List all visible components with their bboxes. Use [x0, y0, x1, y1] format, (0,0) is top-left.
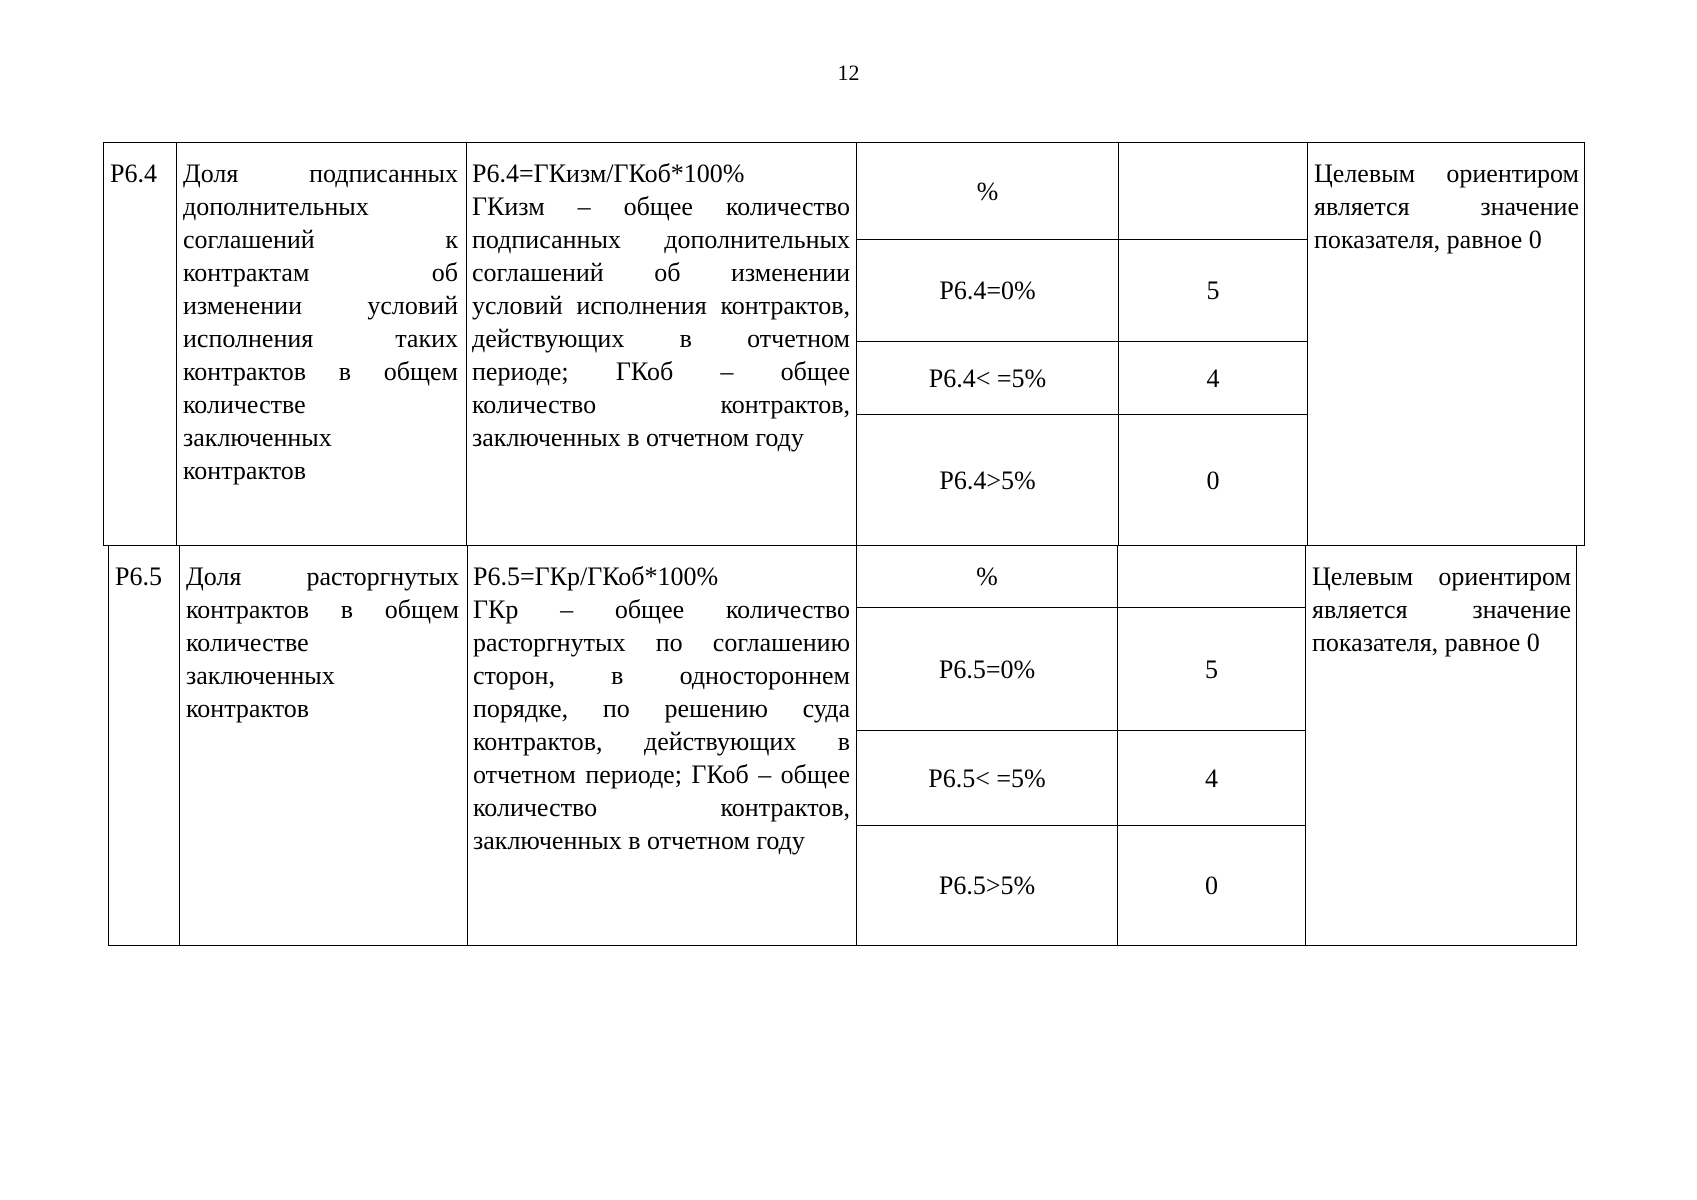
indicator-formula-cell: [467, 143, 857, 546]
unit-cell: %: [857, 143, 1119, 240]
indicator-note: Целевым ориентиром является значение показателя, равное 0: [1308, 143, 1585, 546]
condition-cell: Р6.4=0%: [857, 240, 1119, 342]
indicator-formula-description: ГКр – общее количество расторгнутых по соглашению сторон, в одностороннем порядке, по решению суда контрактов, действующих в отчетном периоде; ГКоб – общее количество контрактов, заключенных в отчетном году: [473, 595, 850, 855]
indicator-note: Целевым ориентиром является значение показателя, равное 0: [1306, 546, 1577, 946]
score-cell: 0: [1119, 415, 1308, 546]
condition-cell: Р6.5< =5%: [857, 731, 1118, 826]
condition-cell: Р6.4>5%: [857, 415, 1119, 546]
condition-cell: Р6.4< =5%: [857, 342, 1119, 415]
page-number: 12: [837, 60, 860, 85]
empty-score-cell: [1119, 143, 1308, 240]
score-cell: 5: [1119, 240, 1308, 342]
indicator-formula-description: ГКизм – общее количество подписанных дополнительных соглашений об изменении условий исполнения контрактов, действующих в отчетном периоде; ГКоб – общее количество контрактов, заключенных в отчетном году: [472, 192, 850, 452]
empty-score-cell: [1118, 546, 1306, 608]
unit-cell: %: [857, 546, 1118, 608]
indicator-formula: Р6.5=ГКр/ГКоб*100%: [473, 562, 719, 591]
indicator-code: Р6.4: [104, 143, 177, 546]
condition-cell: Р6.5>5%: [857, 826, 1118, 946]
indicator-formula: Р6.4=ГКизм/ГКоб*100%: [472, 159, 745, 188]
indicator-code: Р6.5: [109, 546, 180, 946]
score-cell: 4: [1119, 342, 1308, 415]
indicator-name: Доля подписанных дополнительных соглашений к контрактам об изменении условий исполнения таких контрактов в общем количестве заключенных контрактов: [177, 143, 467, 546]
indicator-table-p6-5: [108, 545, 1577, 946]
score-cell: 5: [1118, 608, 1306, 731]
indicator-formula-cell: [468, 546, 857, 946]
indicator-table-p6-4: [103, 142, 1585, 546]
condition-cell: Р6.5=0%: [857, 608, 1118, 731]
table-row: [104, 143, 1585, 240]
indicator-name: Доля расторгнутых контрактов в общем количестве заключенных контрактов: [180, 546, 468, 946]
table-row: [109, 546, 1577, 608]
score-cell: 4: [1118, 731, 1306, 826]
score-cell: 0: [1118, 826, 1306, 946]
